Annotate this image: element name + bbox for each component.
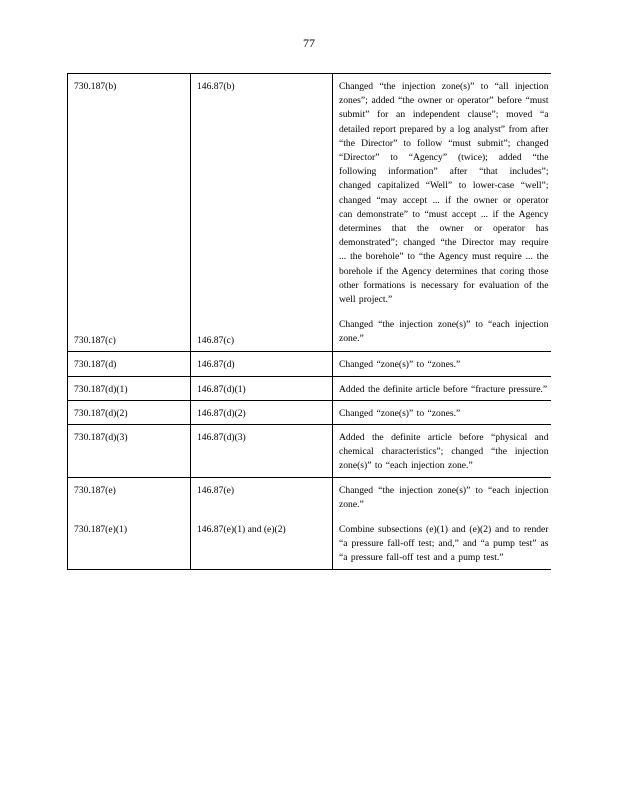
federal-section-cell: 146.87(d)(2) (191, 400, 333, 424)
state-section: 730.187(e)(1) (74, 523, 128, 535)
federal-section: 146.87(e) (197, 484, 235, 496)
change-description-cell: Changed “zone(s)” to “zones.” (333, 352, 551, 376)
federal-section-cell (191, 477, 333, 569)
federal-section: 146.87(b) (197, 81, 235, 92)
page-number: 77 (303, 36, 315, 50)
federal-section-cell: 146.87(d)(1) (191, 376, 333, 400)
state-section-cell (68, 477, 191, 569)
state-section-cell (68, 74, 191, 352)
federal-section: 146.87(c) (197, 335, 235, 347)
state-section: 730.187(c) (74, 335, 116, 347)
federal-section: 146.87(e)(1) and (e)(2) (197, 523, 286, 535)
change-description: Changed “the injection zone(s)” to “all injection zones”; added “the owner or operator” before “must submit” for an independent clause”; moved “a detailed report prepared by a log analyst” from after “the Director” to follow “must submit”; changed “Director” to “Agency” (twice); added “the following information” after “that includes”; changed capitalized “Well” to lower-case “well”; changed “may accept ... if the owner or operator can demonstrate” to “must accept ... if the Agency determines that the owner or operator has demonstrated”; changed “the Director may require ... the borehole” to “the Agency must require ... the borehole if the Agency determines that coring those other formations is necessary for evaluation of the well project.” (339, 81, 549, 306)
change-description: Combine subsections (e)(1) and (e)(2) and to render “a pressure fall-off test; and,” and “a pump test” as “a pressure fall-off test and a pump test.” (339, 524, 549, 564)
change-description: Changed “the injection zone(s)” to “each injection zone.” (339, 484, 549, 510)
table-row (68, 400, 551, 424)
change-description-cell (333, 477, 551, 569)
state-section-cell: 730.187(d)(2) (68, 400, 191, 424)
rule-comparison-table (67, 73, 551, 570)
state-section: 730.187(e) (74, 484, 116, 496)
change-description-cell: Added the definite article before “fracture pressure.” (333, 376, 551, 400)
state-section: 730.187(b) (74, 81, 117, 92)
change-description-cell: Changed “zone(s)” to “zones.” (333, 400, 551, 424)
state-section-cell: 730.187(d)(3) (68, 425, 191, 478)
change-description-cell (333, 74, 551, 352)
federal-section-cell: 146.87(d)(3) (191, 425, 333, 478)
table-row (68, 477, 551, 569)
change-description-cell: Added the definite article before “physical and chemical characteristics”; changed “the injection zone(s)” to “each injection zone.” (333, 425, 551, 478)
state-section-cell: 730.187(d)(1) (68, 376, 191, 400)
federal-section-cell: 146.87(d) (191, 352, 333, 376)
change-description: Changed “the injection zone(s)” to “each injection zone.” (339, 319, 549, 345)
table-row (68, 352, 551, 376)
table-row (68, 376, 551, 400)
state-section-cell: 730.187(d) (68, 352, 191, 376)
table-row (68, 425, 551, 478)
table-row (68, 74, 551, 352)
table-body (68, 74, 551, 570)
federal-section-cell (191, 74, 333, 352)
